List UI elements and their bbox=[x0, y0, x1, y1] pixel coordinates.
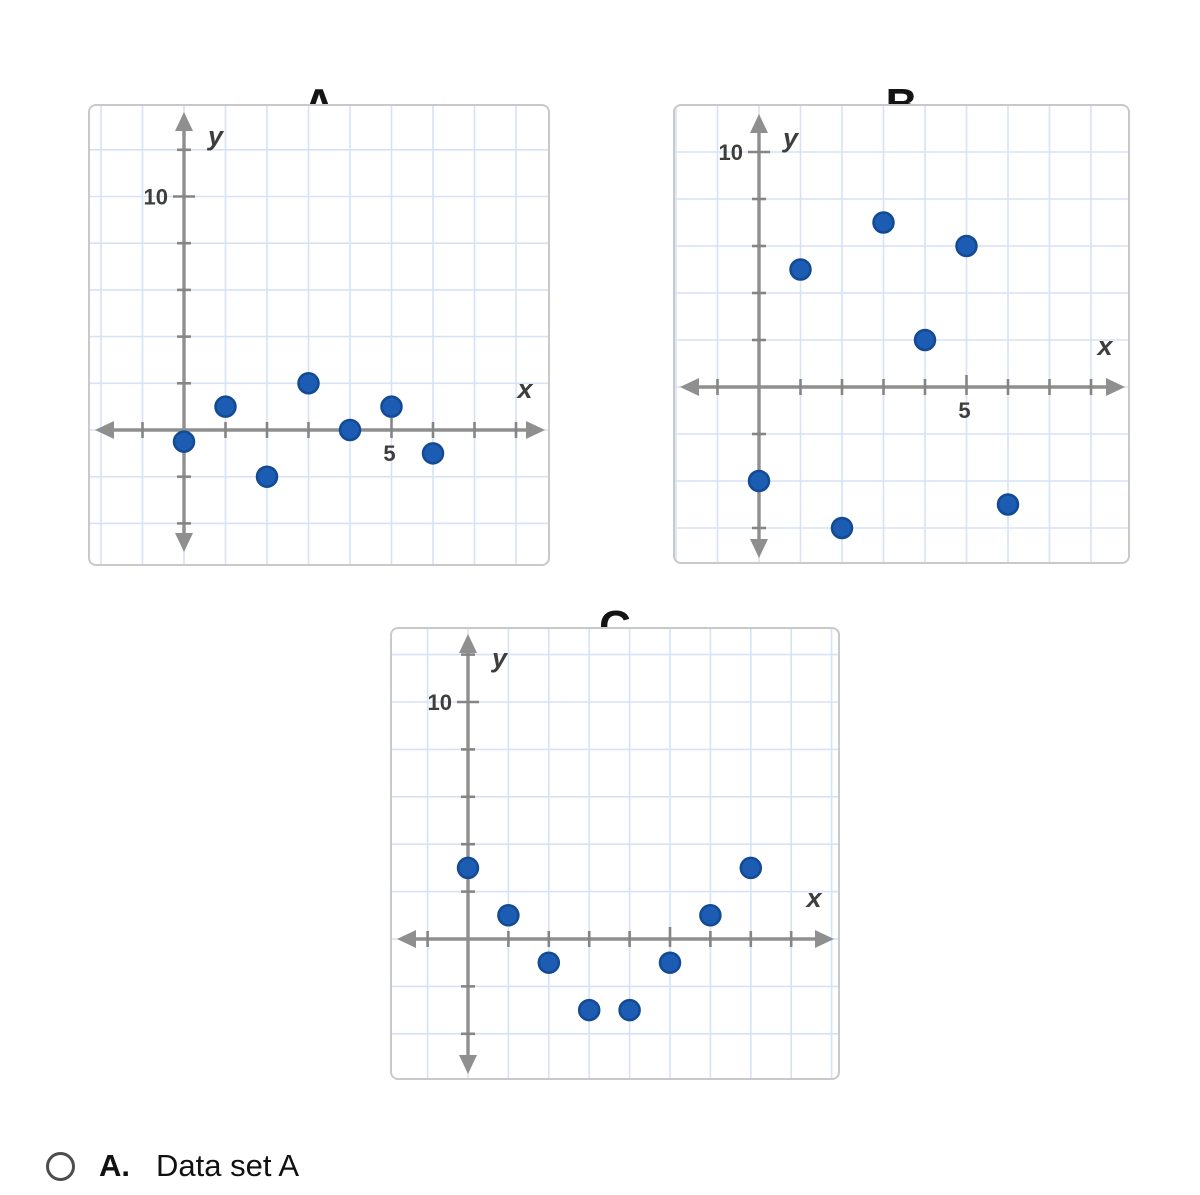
data-point bbox=[174, 432, 194, 452]
axis-labels bbox=[719, 123, 1114, 423]
data-point bbox=[216, 397, 236, 417]
axis-arrowhead bbox=[459, 1055, 477, 1074]
data-point bbox=[382, 397, 402, 417]
axis-arrowhead bbox=[680, 378, 699, 396]
chart-panel-b bbox=[673, 104, 1130, 564]
data-point bbox=[498, 905, 518, 925]
data-point bbox=[660, 953, 680, 973]
axis-arrowhead bbox=[459, 634, 477, 653]
option-label: Data set A bbox=[156, 1148, 300, 1183]
data-point bbox=[749, 471, 769, 491]
axes bbox=[680, 114, 1125, 558]
chart-panel-a bbox=[88, 104, 550, 566]
y-axis-letter: y bbox=[492, 643, 508, 673]
axis-arrowhead bbox=[526, 421, 545, 439]
data-point bbox=[340, 420, 360, 440]
axis-arrowhead bbox=[750, 539, 768, 558]
scatter-plot-a bbox=[90, 106, 548, 564]
axis-labels bbox=[428, 643, 823, 913]
scatter-plot-c bbox=[392, 629, 838, 1078]
data-point bbox=[700, 905, 720, 925]
data-point bbox=[458, 858, 478, 878]
data-point bbox=[620, 1000, 640, 1020]
axes bbox=[95, 112, 545, 552]
scatter-plot-b bbox=[675, 106, 1128, 562]
axis-arrowhead bbox=[1106, 378, 1125, 396]
answer-option-a[interactable] bbox=[46, 1148, 299, 1184]
data-point bbox=[257, 467, 277, 487]
axis-arrowhead bbox=[750, 114, 768, 133]
chart-panel-c bbox=[390, 627, 840, 1080]
grid bbox=[90, 106, 548, 564]
x-axis-letter: x bbox=[517, 374, 533, 404]
data-point bbox=[299, 373, 319, 393]
y-axis-letter: y bbox=[208, 121, 224, 151]
data-point bbox=[579, 1000, 599, 1020]
y-tick-label: 10 bbox=[718, 140, 743, 165]
axis-arrowhead bbox=[95, 421, 114, 439]
x-axis-letter: x bbox=[1097, 331, 1113, 361]
radio-button[interactable] bbox=[46, 1152, 75, 1181]
y-tick-label: 10 bbox=[143, 184, 168, 210]
data-point bbox=[957, 236, 977, 256]
grid bbox=[392, 629, 838, 1078]
axis-arrowhead bbox=[175, 533, 193, 552]
y-axis-letter: y bbox=[783, 123, 799, 153]
axis-arrowhead bbox=[175, 112, 193, 131]
x-tick-label: 5 bbox=[383, 441, 396, 466]
data-point bbox=[741, 858, 761, 878]
grid bbox=[675, 106, 1128, 562]
data-point bbox=[791, 260, 811, 280]
x-tick-label: 5 bbox=[958, 398, 971, 423]
axis-arrowhead bbox=[397, 930, 416, 948]
y-tick-label: 10 bbox=[427, 690, 452, 715]
axes bbox=[397, 634, 834, 1074]
data-point bbox=[874, 213, 894, 233]
data-point bbox=[539, 953, 559, 973]
data-point bbox=[832, 518, 852, 538]
data-point bbox=[915, 330, 935, 350]
x-axis-letter: x bbox=[806, 883, 822, 913]
data-point bbox=[998, 495, 1018, 515]
option-letter: A. bbox=[99, 1148, 130, 1183]
data-point bbox=[423, 443, 443, 463]
